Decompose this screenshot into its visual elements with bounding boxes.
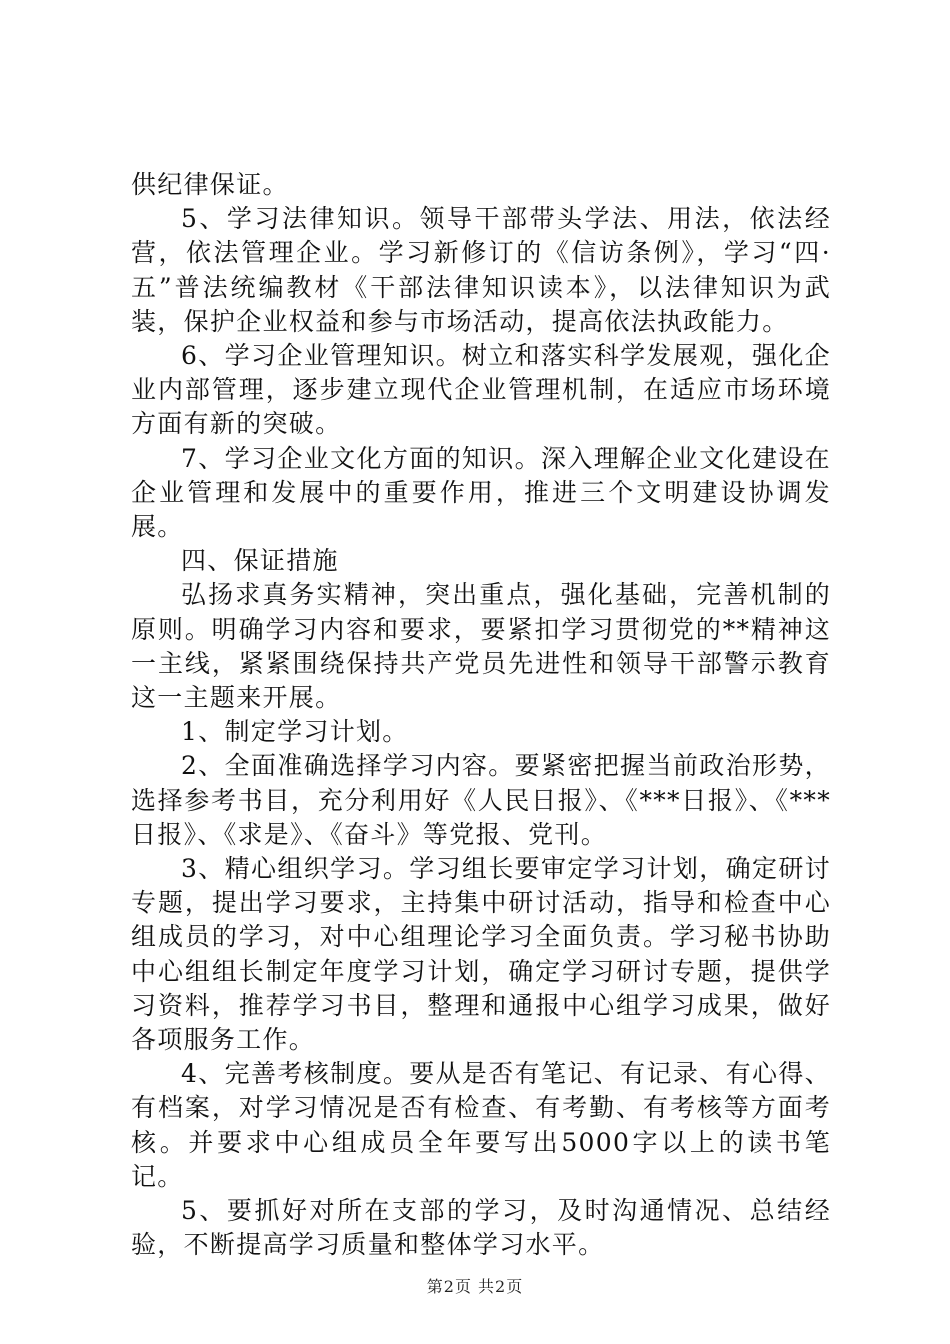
paragraph-item-5-law: 5、学习法律知识。领导干部带头学法、用法，依法经营，依法管理企业。学习新修订的《信访条例》，学习“四·五”普法统编教材《干部法律知识读本》，以法律知识为武装，保护企业权益和参与市场活动，提高依法执政能力。: [131, 204, 831, 336]
paragraph-principles: 弘扬求真务实精神，突出重点，强化基础，完善机制的原则。明确学习内容和要求，要紧扣学习贯彻党的**精神这一主线，紧紧围绕保持共产党员先进性和领导干部警示教育这一主题来开展。: [131, 580, 831, 713]
paragraph-measure-4: 4、完善考核制度。要从是否有笔记、有记录、有心得、有档案，对学习情况是否有检查、有考勤、有考核等方面考核。并要求中心组成员全年要写出5000字以上的读书笔记。: [131, 1059, 831, 1191]
paragraph-measure-5: 5、要抓好对所在支部的学习，及时沟通情况、总结经验，不断提高学习质量和整体学习水平。: [131, 1196, 831, 1260]
paragraph-measure-1: 1、制定学习计划。: [181, 717, 409, 747]
page-number-footer: 第2页 共2页: [426, 1277, 524, 1296]
section-heading-measures: 四、保证措施: [181, 546, 339, 576]
paragraph-item-6-management: 6、学习企业管理知识。树立和落实科学发展观，强化企业内部管理，逐步建立现代企业管理机制，在适应市场环境方面有新的突破。: [131, 341, 831, 439]
paragraph-continuation: 供纪律保证。: [131, 170, 289, 199]
paragraph-measure-3: 3、精心组织学习。学习组长要审定学习计划，确定研讨专题，提出学习要求，主持集中研讨活动，指导和检查中心组成员的学习，对中心组理论学习全面负责。学习秘书协助中心组组长制定年度学习计划，确定学习研讨专题，提供学习资料，推荐学习书目，整理和通报中心组学习成果，做好各项服务工作。: [131, 854, 831, 1055]
paragraph-measure-2: 2、全面准确选择学习内容。要紧密把握当前政治形势，选择参考书目，充分利用好《人民日报》、《***日报》、《***日报》、《求是》、《奋斗》等党报、党刊。: [131, 751, 831, 849]
document-body: [131, 168, 831, 1263]
paragraph-item-7-culture: 7、学习企业文化方面的知识。深入理解企业文化建设在企业管理和发展中的重要作用，推进三个文明建设协调发展。: [131, 443, 831, 542]
